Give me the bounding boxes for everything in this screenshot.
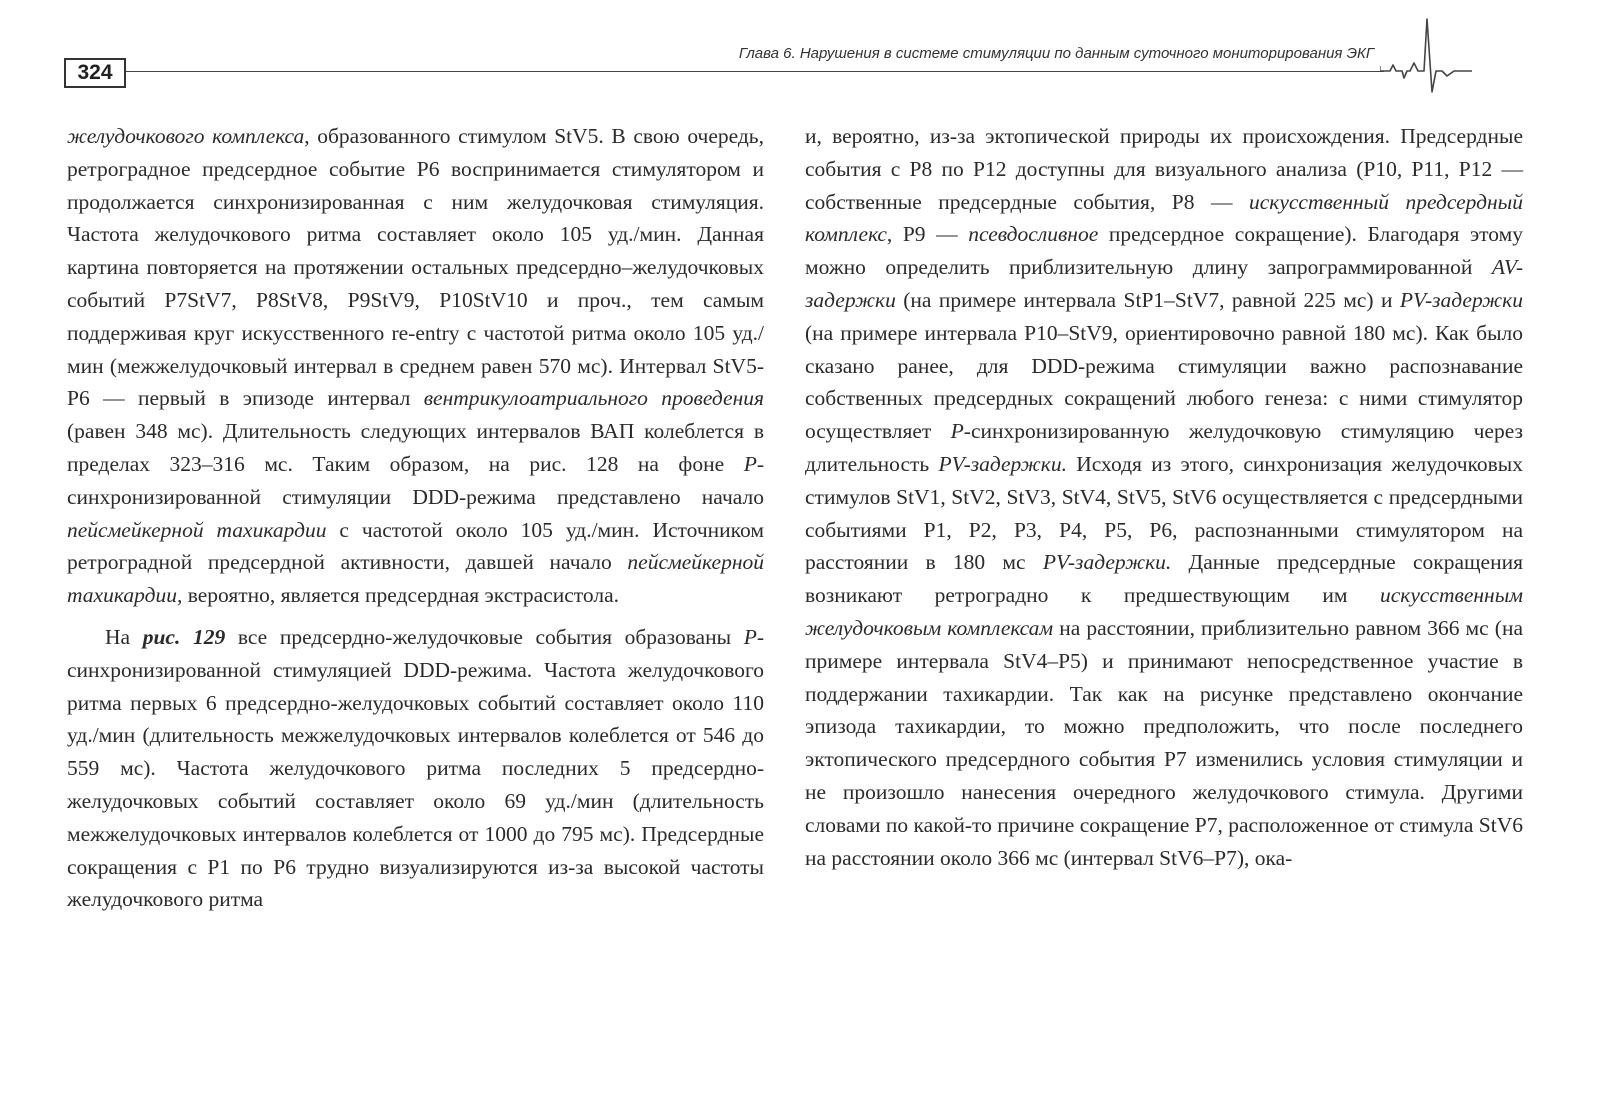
- text-run: вероятно, является предсердная экстрасистола.: [182, 583, 620, 608]
- page-number: 324: [64, 58, 126, 88]
- italic-term: желудочкового комплекса: [67, 124, 305, 148]
- text-run: на расстоянии, приблизительно равном 366 мс (на примере интервала StV4–P5) и принимают непосредственное участие в поддержании тахикардии. Так как на рисунке представлено окончание эпизода тахикардии, то можно предположить, что после последнего эктопического предсердного события P7 изменились условия стимуляции и не произошло нанесения очередного желудочкового стимула. Другими словами по какой-то причине сокращение P7, расположенное от стимула StV6 на расстоянии около 366 мс (интервал StV6–P7), ока-: [805, 615, 1524, 870]
- italic-term: пейсмейкерной тахикардии,: [67, 550, 764, 608]
- italic-term: PV-задержки.: [1042, 550, 1172, 575]
- text-run: (на примере интервала StP1–StV7, равной 225 мс) и: [895, 287, 1400, 312]
- italic-term: PV-задержки.: [938, 451, 1067, 476]
- italic-term: P: [950, 419, 964, 444]
- italic-term: P: [743, 624, 757, 649]
- italic-term: P: [743, 451, 757, 476]
- text-run: , образованного стимулом StV5. В свою очередь, ретроградное предсердное событие P6 воспринимается стимулятором и продолжается синхронизированная с ним желудочковая стимуляция. Частота желудочкового ритма составляет около 105 уд./мин. Данная картина повторяется на протяжении остальных предсердно–желудочковых событий P7StV7, P8StV8, P9StV9, P10StV10 и проч., тем самым поддерживая круг искусственного re-entry с частотой ритма около 105 уд./мин (межжелудочковый интервал в среднем равен 570 мс). Интервал StV5-P6 — первый в эпизоде интервал: [67, 124, 764, 411]
- text-run: (на примере интервала P10–StV9, ориентировочно равной 180 мс). Как было сказано ранее, для DDD-режима стимуляции важно распознавание собственных предсердных сокращений любого генеза: с ними стимулятор осуществляет: [805, 320, 1523, 444]
- text-run: -синхронизированной стимуляции DDD-режима представлено начало: [67, 451, 764, 509]
- right-column: [805, 120, 1523, 874]
- text-run: , P9 —: [886, 222, 969, 247]
- text-run: -синхронизированную желудочковую стимуляцию через длительность: [805, 419, 1523, 476]
- text-run: (равен 348 мс). Длительность следующих интервалов ВАП колеблется в пределах 323–316 мс. Таким образом, на рис. 128 на фоне: [67, 419, 764, 476]
- paragraph-2: [67, 621, 764, 916]
- running-head: Глава 6. Нарушения в системе стимуляции по данным суточного мониторирования ЭКГ: [738, 45, 1374, 62]
- italic-term: псевдосливное: [968, 222, 1099, 247]
- text-run: предсердное сокращение). Благодаря этому можно определить приблизительную длину запрограммированной: [805, 222, 1523, 280]
- italic-term: вентрикулоатриального проведения: [423, 386, 764, 411]
- text-run: На: [105, 624, 143, 649]
- italic-term: AV-задержки: [805, 255, 1523, 312]
- ecg-waveform-icon: [1380, 14, 1520, 98]
- text-run: Исходя из этого, синхронизация желудочковых стимулов StV1, StV2, StV3, StV4, StV5, StV6 осуществляется с предсердными событиями P1, P2, P3, P4, P5, P6, распознанными стимулятором на расстоянии в 180 мс: [805, 451, 1523, 575]
- italic-term: PV-задержки: [1399, 287, 1523, 312]
- paragraph-1: [67, 120, 764, 612]
- paragraph-3: [805, 120, 1523, 874]
- text-run: Данные предсердные сокращения возникают ретроградно к предшествующим им: [805, 550, 1523, 608]
- italic-term: пейсмейкерной тахикардии: [67, 517, 327, 542]
- text-run: с частотой около 105 уд./мин. Источником ретроградной предсердной активности, давшей начало: [67, 517, 764, 575]
- italic-term: искусственный предсердный комплекс: [805, 189, 1523, 247]
- text-run: и, вероятно, из-за эктопической природы их происхождения. Предсердные события с P8 по P12 доступны для визуального анализа (P10, P11, P12 — собственные предсердные события, P8 —: [805, 124, 1523, 214]
- text-run: все предсердно-желудочковые события образованы: [225, 624, 744, 649]
- left-column: [67, 120, 764, 916]
- header-rule: [126, 71, 1384, 72]
- text-run: -синхронизированной стимуляцией DDD-режима. Частота желудочкового ритма первых 6 предсердно-желудочковых событий составляет около 110 уд./мин (длительность межжелудочковых интервалов колеблется от 546 до 559 мс). Частота желудочкового ритма последних 5 предсердно-желудочковых событий составляет около 69 уд./мин (длительность межжелудочковых интервалов колеблется от 1000 до 795 мс). Предсердные сокращения с P1 по P6 трудно визуализируются из-за высокой частоты желудочкового ритма: [67, 624, 764, 912]
- italic-term: искусственным желудочковым комплексам: [805, 583, 1523, 640]
- figure-reference: рис. 129: [142, 624, 226, 649]
